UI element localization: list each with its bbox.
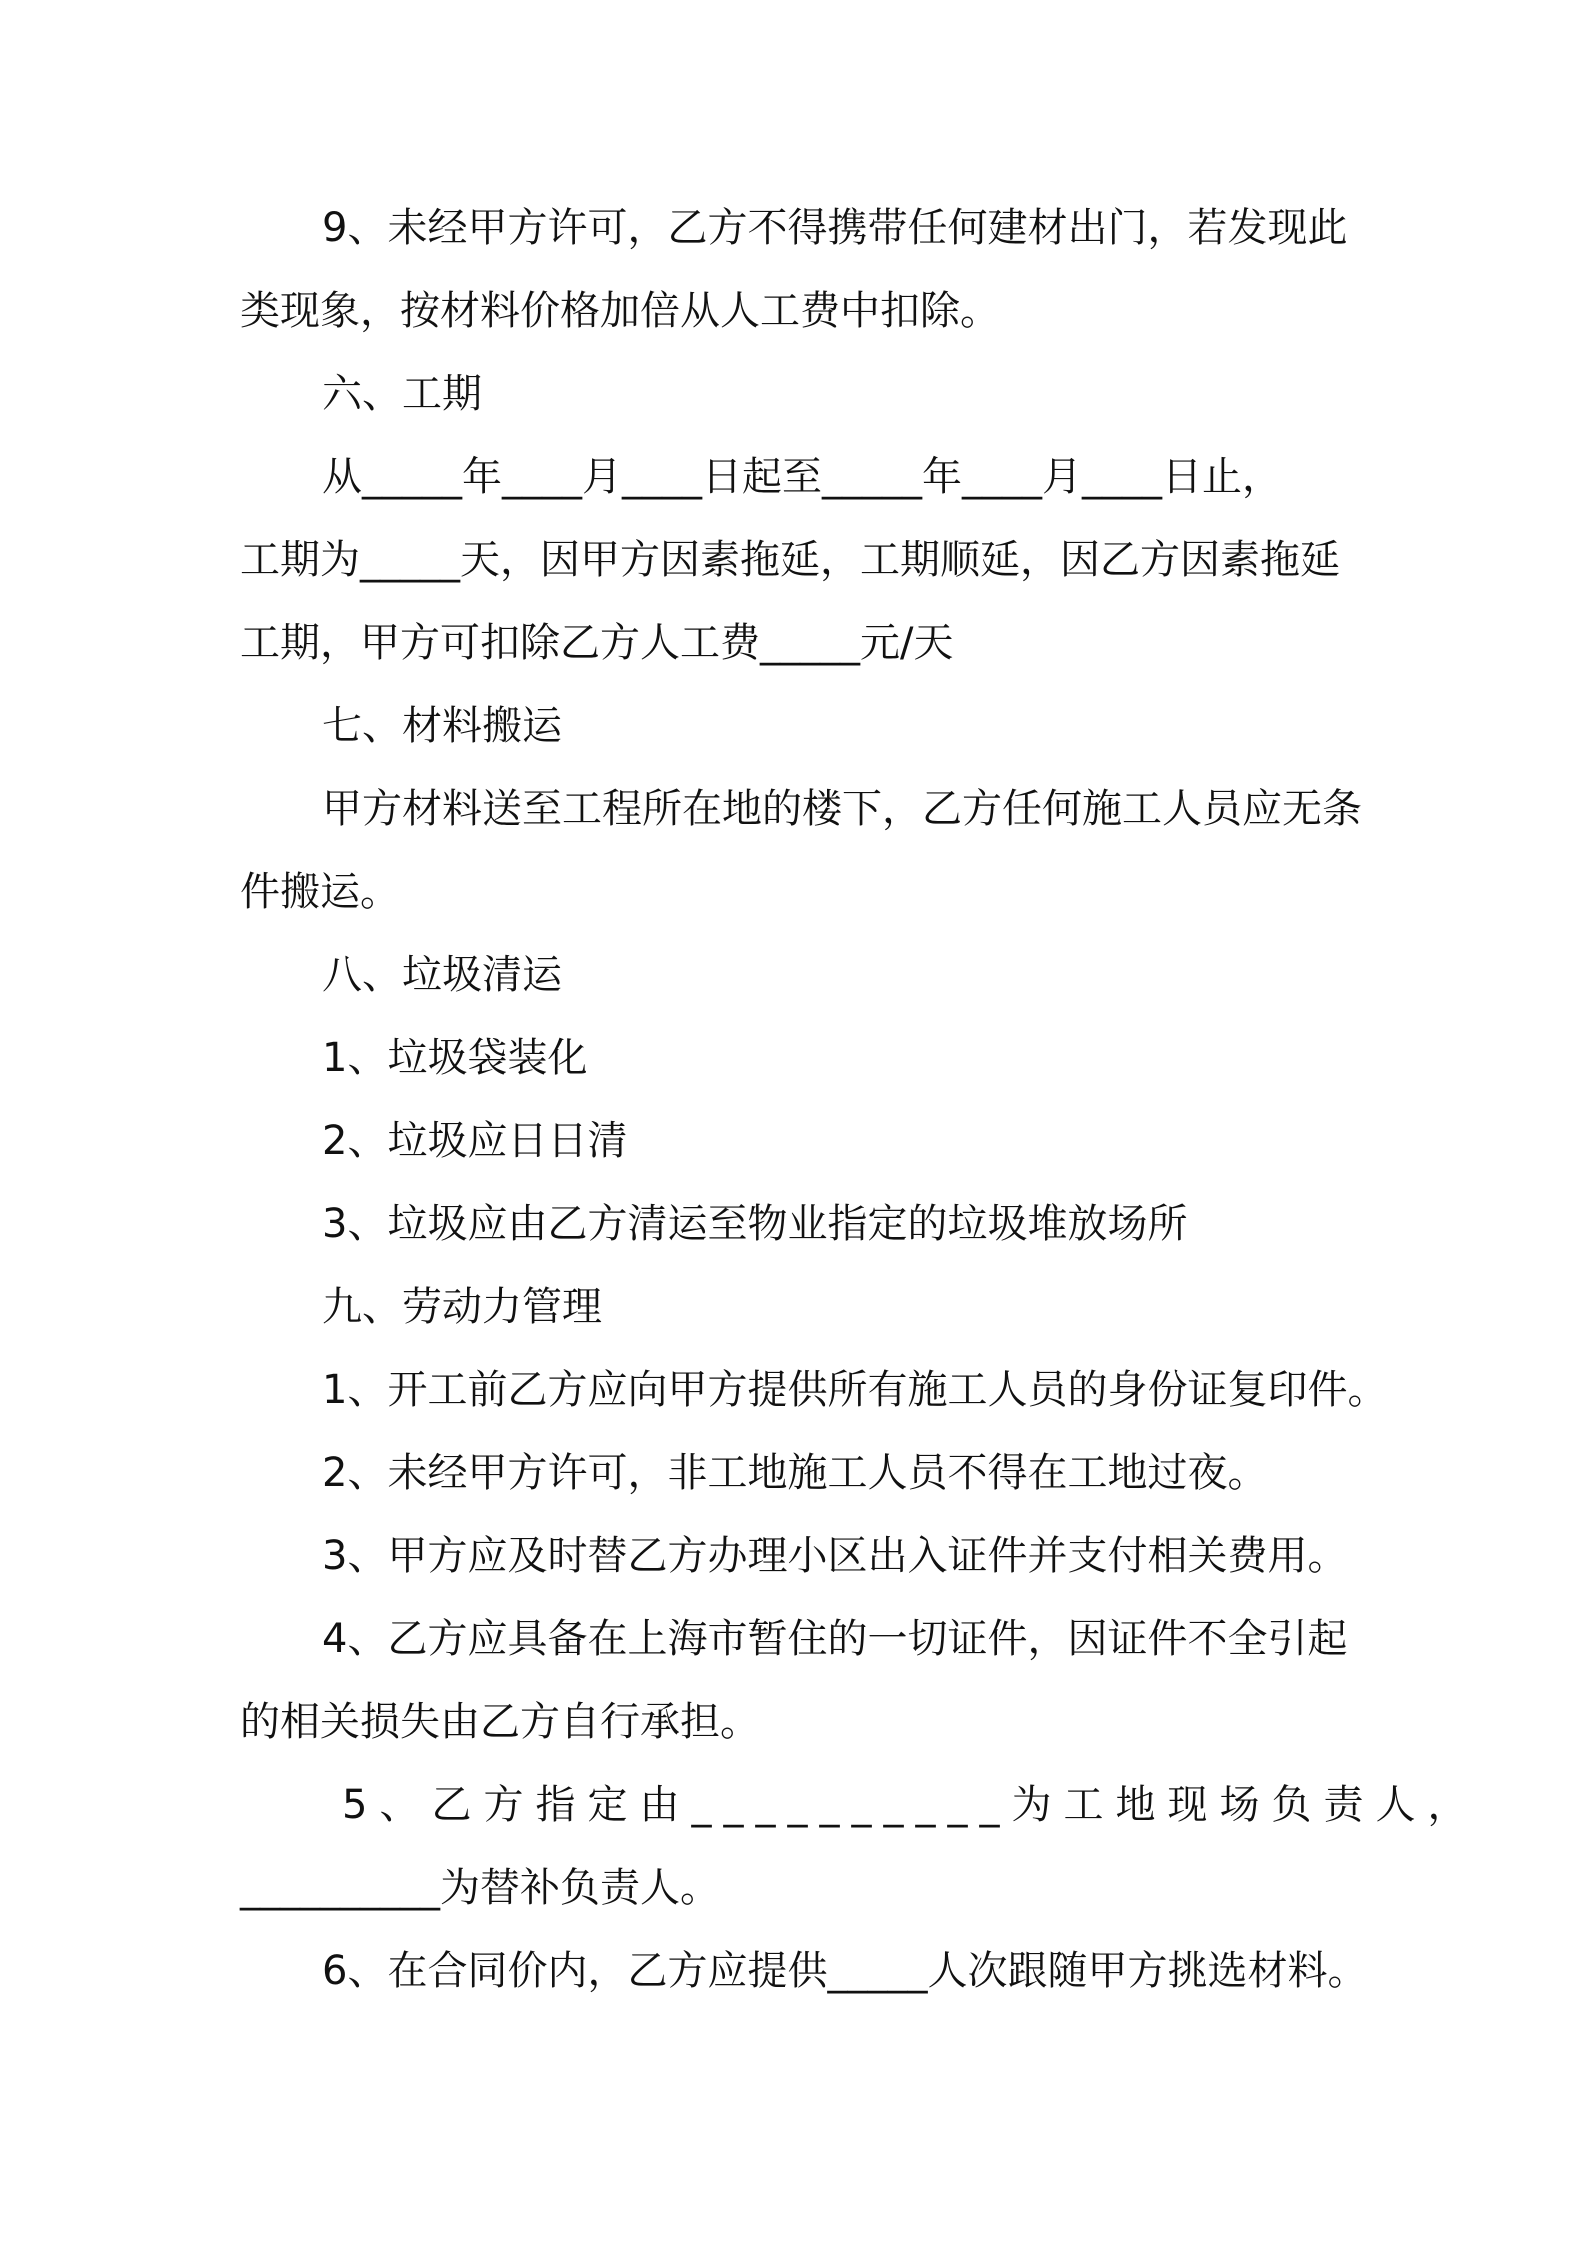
section-heading-schedule: 六、工期 [322, 371, 482, 417]
labor-item-4-line-2: 的相关损失由乙方自行承担。 [240, 1699, 760, 1745]
labor-item-6: 6、在合同价内，乙方应提供_____人次跟随甲方挑选材料。 [322, 1948, 1368, 1994]
section-heading-labor-management: 九、劳动力管理 [322, 1284, 602, 1330]
waste-item-1: 1、垃圾袋装化 [322, 1035, 588, 1081]
section-heading-waste-removal: 八、垃圾清运 [322, 952, 562, 998]
labor-item-1: 1、开工前乙方应向甲方提供所有施工人员的身份证复印件。 [322, 1367, 1388, 1413]
schedule-line-3: 工期，甲方可扣除乙方人工费_____元/天 [240, 620, 954, 666]
section-heading-material-transport: 七、材料搬运 [322, 703, 562, 749]
material-transport-line-2: 件搬运。 [240, 869, 400, 915]
schedule-line-2: 工期为_____天，因甲方因素拖延，工期顺延，因乙方因素拖延 [240, 537, 1340, 583]
labor-item-5-line-2: __________为替补负责人。 [240, 1865, 720, 1911]
labor-item-4-line-1: 4、乙方应具备在上海市暂住的一切证件，因证件不全引起 [322, 1616, 1348, 1662]
waste-item-3: 3、垃圾应由乙方清运至物业指定的垃圾堆放场所 [322, 1201, 1188, 1247]
clause-5-9-line-1: 9、未经甲方许可，乙方不得携带任何建材出门，若发现此 [322, 205, 1348, 251]
labor-item-3: 3、甲方应及时替乙方办理小区出入证件并支付相关费用。 [322, 1533, 1348, 1579]
labor-item-5-line-1: 5、乙方指定由__________为工地现场负责人， [342, 1782, 1480, 1828]
clause-5-9-line-2: 类现象，按材料价格加倍从人工费中扣除。 [240, 288, 1000, 334]
labor-item-2: 2、未经甲方许可，非工地施工人员不得在工地过夜。 [322, 1450, 1268, 1496]
waste-item-2: 2、垃圾应日日清 [322, 1118, 628, 1164]
material-transport-line-1: 甲方材料送至工程所在地的楼下，乙方任何施工人员应无条 [322, 786, 1362, 832]
schedule-line-1: 从_____年____月____日起至_____年____月____日止， [322, 454, 1282, 500]
